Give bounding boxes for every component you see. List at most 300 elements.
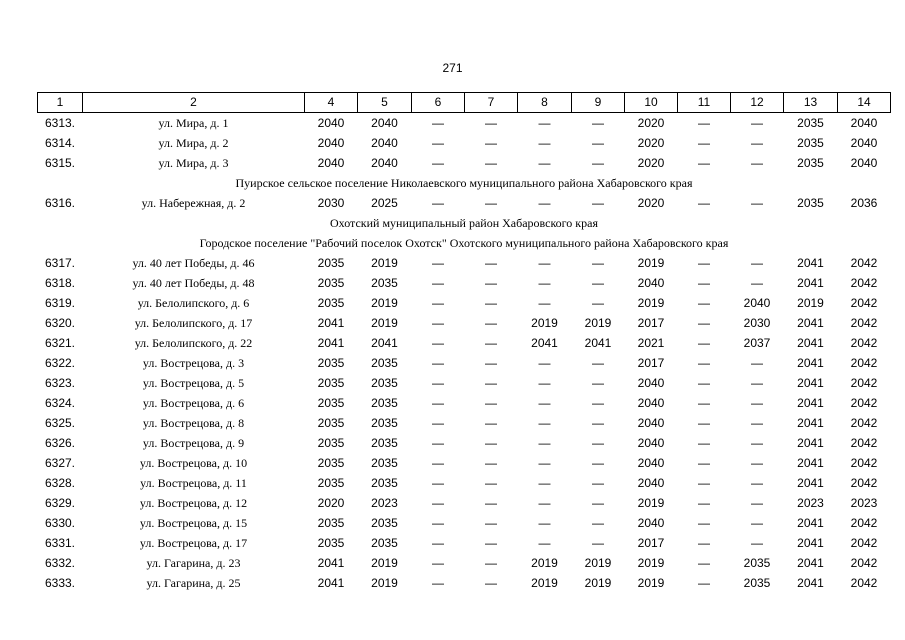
year-cell: — (592, 456, 604, 470)
year-cell: — (485, 156, 497, 170)
register-table (37, 92, 891, 593)
table-row (38, 293, 891, 313)
year-cell: 2020 (637, 196, 665, 210)
year-cell: 2041 (797, 516, 824, 530)
year-cell: 2042 (850, 516, 878, 530)
year-cell: — (698, 356, 710, 370)
year-cell: 2035 (371, 436, 398, 450)
year-cell: 2035 (797, 136, 824, 150)
year-cell: 2040 (743, 296, 771, 310)
year-cell: — (592, 396, 604, 410)
column-header: 4 (305, 93, 358, 113)
year-cell: — (751, 276, 763, 290)
year-cell: 2041 (797, 336, 824, 350)
column-header: 10 (625, 93, 678, 113)
section-heading: Пуирское сельское поселение Николаевского муниципального района Хабаровского края (235, 176, 693, 190)
year-cell: 2040 (371, 116, 398, 130)
table-row (38, 353, 891, 373)
year-cell: 2041 (797, 376, 824, 390)
address-cell: ул. Мира, д. 3 (158, 156, 229, 170)
year-cell: 2042 (850, 276, 878, 290)
year-cell: 2035 (317, 476, 345, 490)
year-cell: — (485, 376, 497, 390)
year-cell: — (432, 196, 444, 210)
year-cell: — (538, 196, 551, 210)
year-cell: 2021 (637, 336, 665, 350)
year-cell: — (751, 116, 763, 130)
year-cell: 2025 (371, 196, 398, 210)
year-cell: — (592, 296, 604, 310)
year-cell: 2020 (317, 496, 345, 510)
year-cell: — (432, 316, 444, 330)
year-cell: — (432, 416, 444, 430)
year-cell: — (698, 136, 710, 150)
year-cell: — (432, 536, 444, 550)
year-cell: 2041 (317, 556, 345, 570)
row-number-cell: 6319. (44, 296, 76, 310)
year-cell: 2040 (850, 116, 878, 130)
year-cell: 2019 (637, 256, 665, 270)
year-cell: — (538, 496, 551, 510)
column-header: 9 (572, 93, 625, 113)
year-cell: 2042 (850, 476, 878, 490)
table-row (38, 333, 891, 353)
year-cell: 2019 (637, 576, 665, 590)
table-row (38, 433, 891, 453)
year-cell: — (698, 436, 710, 450)
year-cell: — (698, 496, 710, 510)
row-number-cell: 6321. (44, 336, 76, 350)
year-cell: 2035 (797, 156, 824, 170)
year-cell: — (698, 336, 710, 350)
year-cell: 2040 (371, 156, 398, 170)
year-cell: — (698, 196, 710, 210)
address-cell: ул. Вострецова, д. 10 (139, 456, 248, 470)
row-number-cell: 6320. (44, 316, 76, 330)
year-cell: — (432, 296, 444, 310)
year-cell: — (432, 436, 444, 450)
year-cell: 2035 (317, 516, 345, 530)
year-cell: 2019 (797, 296, 824, 310)
year-cell: — (485, 256, 497, 270)
year-cell: — (698, 296, 710, 310)
year-cell: 2035 (371, 476, 398, 490)
year-cell: — (698, 516, 710, 530)
table-row (38, 573, 891, 593)
year-cell: 2041 (531, 336, 558, 350)
year-cell: 2041 (797, 276, 824, 290)
year-cell: — (485, 116, 497, 130)
year-cell: — (485, 276, 497, 290)
year-cell: 2040 (637, 396, 665, 410)
address-cell: ул. Вострецова, д. 12 (139, 496, 248, 510)
year-cell: 2035 (371, 276, 398, 290)
year-cell: — (432, 356, 444, 370)
year-cell: — (485, 416, 497, 430)
year-cell: 2030 (317, 196, 345, 210)
year-cell: — (592, 416, 604, 430)
row-number-cell: 6316. (44, 196, 76, 210)
year-cell: 2035 (371, 376, 398, 390)
address-cell: ул. Вострецова, д. 3 (142, 356, 245, 370)
year-cell: 2023 (371, 496, 398, 510)
year-cell: — (538, 356, 551, 370)
year-cell: 2019 (584, 316, 612, 330)
year-cell: 2035 (371, 516, 398, 530)
year-cell: 2035 (371, 396, 398, 410)
year-cell: — (538, 396, 551, 410)
year-cell: 2042 (850, 316, 878, 330)
year-cell: — (698, 276, 710, 290)
year-cell: — (698, 256, 710, 270)
year-cell: 2019 (371, 296, 398, 310)
year-cell: 2030 (743, 316, 771, 330)
section-heading-row (38, 233, 891, 253)
year-cell: 2042 (850, 436, 878, 450)
table-row (38, 393, 891, 413)
year-cell: — (485, 456, 497, 470)
table-row (38, 413, 891, 433)
row-number-cell: 6331. (44, 536, 76, 550)
year-cell: — (485, 536, 497, 550)
year-cell: 2040 (850, 156, 878, 170)
year-cell: 2035 (743, 556, 771, 570)
year-cell: 2035 (743, 576, 771, 590)
year-cell: — (432, 516, 444, 530)
year-cell: 2041 (797, 436, 824, 450)
year-cell: 2042 (850, 336, 878, 350)
year-cell: 2041 (797, 316, 824, 330)
year-cell: 2040 (637, 516, 665, 530)
year-cell: 2040 (637, 476, 665, 490)
year-cell: — (751, 536, 763, 550)
year-cell: — (538, 416, 551, 430)
year-cell: — (432, 476, 444, 490)
year-cell: 2020 (637, 136, 665, 150)
year-cell: 2019 (531, 316, 558, 330)
year-cell: — (432, 376, 444, 390)
row-number-cell: 6325. (44, 416, 76, 430)
year-cell: — (432, 496, 444, 510)
year-cell: 2019 (531, 556, 558, 570)
table-row (38, 313, 891, 333)
year-cell: 2042 (850, 376, 878, 390)
section-heading: Городское поселение "Рабочий поселок Охотск" Охотского муниципального района Хабаровского края (199, 236, 729, 250)
year-cell: 2041 (797, 576, 824, 590)
year-cell: — (751, 516, 763, 530)
year-cell: 2035 (371, 416, 398, 430)
row-number-cell: 6333. (44, 576, 76, 590)
year-cell: 2041 (797, 256, 824, 270)
table-row (38, 193, 891, 213)
address-cell: ул. Вострецова, д. 9 (142, 436, 245, 450)
year-cell: — (485, 356, 497, 370)
year-cell: — (485, 476, 497, 490)
year-cell: 2035 (317, 356, 345, 370)
year-cell: 2035 (371, 536, 398, 550)
year-cell: 2042 (850, 536, 878, 550)
year-cell: — (592, 356, 604, 370)
year-cell: — (538, 436, 551, 450)
row-number-cell: 6313. (44, 116, 76, 130)
year-cell: — (751, 376, 763, 390)
year-cell: 2041 (317, 336, 345, 350)
year-cell: 2041 (797, 396, 824, 410)
year-cell: 2041 (584, 336, 612, 350)
row-number-cell: 6329. (44, 496, 76, 510)
address-cell: ул. Белолипского, д. 22 (134, 336, 253, 350)
year-cell: 2019 (637, 296, 665, 310)
table-row (38, 113, 891, 134)
year-cell: 2019 (371, 316, 398, 330)
year-cell: 2040 (371, 136, 398, 150)
year-cell: 2042 (850, 556, 878, 570)
year-cell: 2041 (371, 336, 398, 350)
year-cell: 2040 (637, 276, 665, 290)
address-cell: ул. Вострецова, д. 17 (139, 536, 248, 550)
address-cell: ул. Гагарина, д. 23 (146, 556, 241, 570)
table-row (38, 153, 891, 173)
year-cell: — (592, 276, 604, 290)
year-cell: — (432, 276, 444, 290)
year-cell: 2040 (317, 136, 345, 150)
table-row (38, 273, 891, 293)
row-number-cell: 6324. (44, 396, 76, 410)
year-cell: — (592, 136, 604, 150)
year-cell: 2019 (637, 496, 665, 510)
table-body (38, 113, 891, 594)
year-cell: 2041 (797, 416, 824, 430)
row-number-cell: 6314. (44, 136, 76, 150)
row-number-cell: 6326. (44, 436, 76, 450)
year-cell: — (592, 116, 604, 130)
section-heading-row (38, 213, 891, 233)
year-cell: — (698, 396, 710, 410)
year-cell: — (592, 516, 604, 530)
year-cell: — (751, 416, 763, 430)
year-cell: 2019 (371, 556, 398, 570)
table-row (38, 493, 891, 513)
year-cell: — (485, 296, 497, 310)
year-cell: 2040 (637, 416, 665, 430)
row-number-cell: 6317. (44, 256, 76, 270)
year-cell: — (432, 456, 444, 470)
year-cell: 2042 (850, 456, 878, 470)
year-cell: — (751, 256, 763, 270)
row-number-cell: 6318. (44, 276, 76, 290)
year-cell: 2040 (317, 156, 345, 170)
year-cell: 2042 (850, 296, 878, 310)
column-header: 7 (465, 93, 518, 113)
year-cell: — (485, 436, 497, 450)
row-number-cell: 6328. (44, 476, 76, 490)
year-cell: — (485, 496, 497, 510)
year-cell: 2041 (797, 356, 824, 370)
table-row (38, 513, 891, 533)
column-header: 14 (838, 93, 891, 113)
year-cell: 2035 (371, 356, 398, 370)
row-number-cell: 6322. (44, 356, 76, 370)
year-cell: — (698, 316, 710, 330)
year-cell: 2035 (797, 196, 824, 210)
year-cell: 2017 (637, 536, 665, 550)
year-cell: — (592, 536, 604, 550)
year-cell: 2019 (584, 556, 612, 570)
year-cell: 2042 (850, 356, 878, 370)
year-cell: — (538, 156, 551, 170)
year-cell: — (485, 576, 497, 590)
year-cell: — (485, 396, 497, 410)
year-cell: — (538, 296, 551, 310)
table-row (38, 473, 891, 493)
column-header: 11 (678, 93, 731, 113)
year-cell: — (698, 556, 710, 570)
year-cell: — (538, 256, 551, 270)
year-cell: 2035 (317, 256, 345, 270)
year-cell: — (432, 336, 444, 350)
year-cell: 2019 (371, 576, 398, 590)
year-cell: 2017 (637, 316, 665, 330)
year-cell: — (698, 476, 710, 490)
year-cell: — (698, 376, 710, 390)
year-cell: — (538, 456, 551, 470)
year-cell: 2041 (797, 536, 824, 550)
year-cell: — (432, 396, 444, 410)
year-cell: — (485, 136, 497, 150)
address-cell: ул. Вострецова, д. 6 (142, 396, 245, 410)
year-cell: 2040 (637, 436, 665, 450)
year-cell: 2037 (743, 336, 771, 350)
year-cell: — (751, 476, 763, 490)
year-cell: — (538, 136, 551, 150)
column-header: 8 (518, 93, 572, 113)
address-cell: ул. Вострецова, д. 5 (142, 376, 245, 390)
year-cell: 2040 (850, 136, 878, 150)
year-cell: — (592, 476, 604, 490)
year-cell: — (432, 256, 444, 270)
year-cell: — (751, 196, 763, 210)
year-cell: — (538, 536, 551, 550)
year-cell: — (432, 136, 444, 150)
column-header: 2 (83, 93, 305, 113)
year-cell: — (432, 156, 444, 170)
address-cell: ул. 40 лет Победы, д. 46 (132, 256, 255, 270)
row-number-cell: 6315. (44, 156, 76, 170)
year-cell: 2041 (797, 476, 824, 490)
column-header: 12 (731, 93, 784, 113)
address-cell: ул. Вострецова, д. 8 (142, 416, 245, 430)
year-cell: 2035 (317, 436, 345, 450)
table-row (38, 553, 891, 573)
year-cell: 2023 (797, 496, 824, 510)
table-row (38, 253, 891, 273)
row-number-cell: 6327. (44, 456, 76, 470)
page-number: 271 (442, 61, 463, 75)
year-cell: 2040 (317, 116, 345, 130)
year-cell: — (432, 116, 444, 130)
row-number-cell: 6323. (44, 376, 76, 390)
year-cell: 2017 (637, 356, 665, 370)
year-cell: — (538, 516, 551, 530)
table-row (38, 533, 891, 553)
year-cell: 2035 (317, 456, 345, 470)
year-cell: 2035 (317, 396, 345, 410)
address-cell: ул. Гагарина, д. 25 (146, 576, 241, 590)
year-cell: — (751, 356, 763, 370)
year-cell: 2041 (797, 556, 824, 570)
year-cell: 2035 (317, 296, 345, 310)
year-cell: — (751, 136, 763, 150)
year-cell: — (698, 536, 710, 550)
year-cell: — (698, 416, 710, 430)
address-cell: ул. Вострецова, д. 11 (140, 476, 247, 490)
table-row (38, 133, 891, 153)
address-cell: ул. Мира, д. 2 (158, 136, 229, 150)
year-cell: — (538, 476, 551, 490)
year-cell: — (432, 556, 444, 570)
year-cell: 2036 (850, 196, 878, 210)
year-cell: — (698, 576, 710, 590)
year-cell: 2019 (584, 576, 612, 590)
year-cell: — (538, 376, 551, 390)
year-cell: — (538, 116, 551, 130)
year-cell: 2041 (317, 576, 345, 590)
year-cell: 2040 (637, 456, 665, 470)
year-cell: — (751, 156, 763, 170)
address-cell: ул. Вострецова, д. 15 (139, 516, 248, 530)
address-cell: ул. Набережная, д. 2 (141, 196, 246, 210)
year-cell: — (592, 436, 604, 450)
address-cell: ул. Мира, д. 1 (158, 116, 229, 130)
table-row (38, 453, 891, 473)
year-cell: 2023 (850, 496, 878, 510)
year-cell: — (698, 116, 710, 130)
column-header: 5 (358, 93, 412, 113)
year-cell: — (751, 396, 763, 410)
address-cell: ул. Белолипского, д. 17 (134, 316, 253, 330)
year-cell: 2035 (317, 536, 345, 550)
year-cell: — (538, 276, 551, 290)
year-cell: 2035 (317, 376, 345, 390)
year-cell: 2035 (797, 116, 824, 130)
year-cell: — (751, 456, 763, 470)
year-cell: 2042 (850, 396, 878, 410)
year-cell: — (751, 436, 763, 450)
address-cell: ул. 40 лет Победы, д. 48 (132, 276, 255, 290)
year-cell: — (592, 376, 604, 390)
year-cell: — (698, 156, 710, 170)
year-cell: — (592, 156, 604, 170)
year-cell: 2035 (317, 276, 345, 290)
column-header: 1 (38, 93, 83, 113)
year-cell: 2019 (531, 576, 558, 590)
year-cell: — (485, 336, 497, 350)
year-cell: 2042 (850, 576, 878, 590)
column-number-header-row (38, 93, 891, 113)
year-cell: — (698, 456, 710, 470)
year-cell: — (485, 556, 497, 570)
year-cell: 2019 (371, 256, 398, 270)
year-cell: 2020 (637, 116, 665, 130)
year-cell: — (592, 196, 604, 210)
row-number-cell: 6330. (44, 516, 76, 530)
year-cell: 2041 (317, 316, 345, 330)
year-cell: — (485, 316, 497, 330)
year-cell: — (751, 496, 763, 510)
section-heading: Охотский муниципальный район Хабаровского края (330, 216, 598, 230)
year-cell: 2020 (637, 156, 665, 170)
column-header: 13 (784, 93, 838, 113)
